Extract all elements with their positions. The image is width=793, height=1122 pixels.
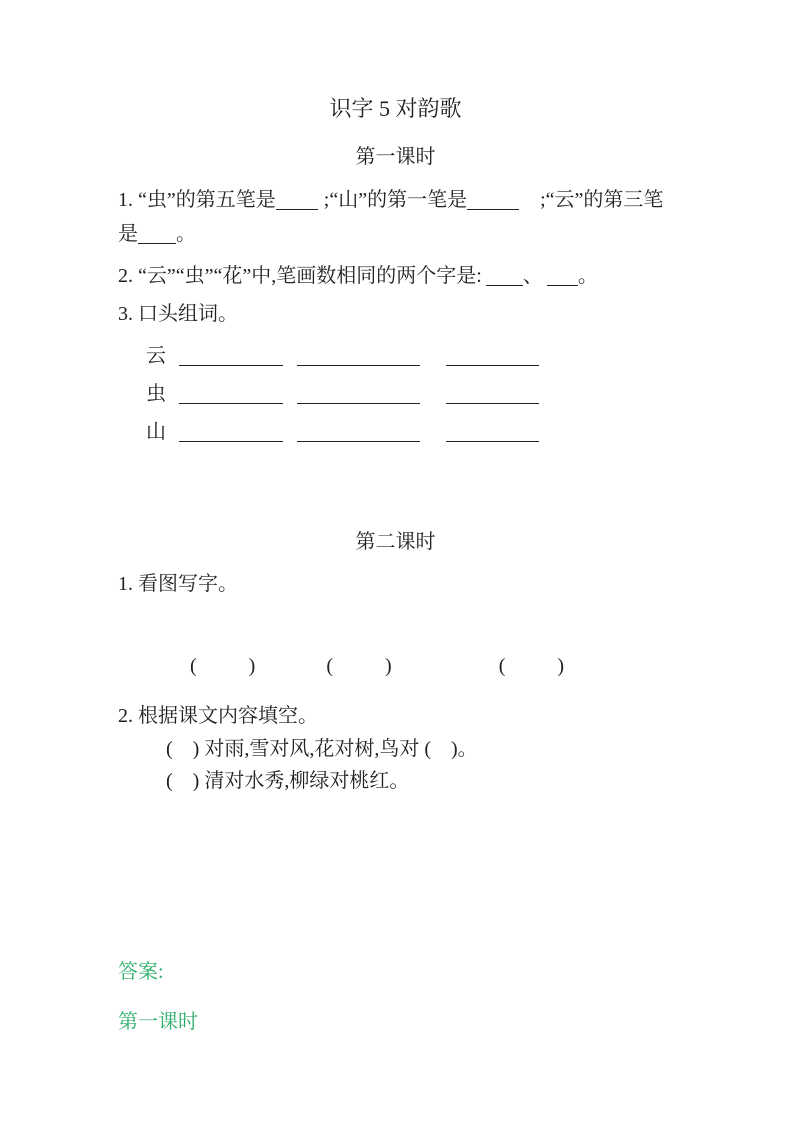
worksheet-title: 识字 5 对韵歌 <box>329 96 462 121</box>
question-1-text: 1. “虫”的第五笔是 <box>118 189 276 211</box>
blank-line <box>486 265 523 286</box>
blank-line <box>276 189 318 210</box>
answers-lesson1-heading: 第一课时 <box>118 1011 198 1033</box>
question-1-line-1 <box>118 183 673 217</box>
answers-label: 答案: <box>118 961 164 983</box>
question-1-line-2 <box>118 217 673 251</box>
question-2-text: 。 <box>577 265 598 287</box>
question-1-text: ;“云”的第三笔 <box>535 189 664 211</box>
word-row-chong <box>118 375 673 413</box>
blank-line <box>467 189 519 210</box>
question-2 <box>118 259 673 293</box>
paren-close: ) <box>385 655 392 677</box>
word-char: 山 <box>146 421 166 443</box>
paren-close: ) <box>557 655 565 677</box>
blank-line <box>138 223 176 244</box>
question-1-text: 。 <box>176 223 196 245</box>
paren-group <box>326 649 391 683</box>
blank-line <box>297 421 420 442</box>
word-char: 虫 <box>146 383 166 405</box>
blank-line <box>179 383 283 404</box>
lesson1-heading: 第一课时 <box>355 146 436 168</box>
word-row-shan <box>118 413 673 451</box>
lesson2-question-2-line-2: ( ) 清对水秀,柳绿对桃红。 <box>166 770 410 792</box>
question-2-text: 2. “云”“虫”“花”中,笔画数相同的两个字是: <box>118 265 482 287</box>
paren-open: ( <box>190 655 197 677</box>
paren-open: ( <box>498 655 506 677</box>
paren-close: ) <box>248 655 256 677</box>
blank-line <box>297 345 420 366</box>
lesson2-question-1: 1. 看图写字。 <box>118 573 238 595</box>
question-1 <box>118 183 673 251</box>
question-1-text: ;“山”的第一笔是 <box>323 189 468 211</box>
paren-group <box>190 649 255 683</box>
paren-open: ( <box>326 655 334 677</box>
lesson2-question-2-line-1: ( ) 对雨,雪对风,花对树,鸟对 ( )。 <box>166 738 478 760</box>
question-1-text: 是 <box>118 223 138 245</box>
question-2-text: 、 <box>522 265 543 287</box>
blank-line <box>547 265 578 286</box>
lesson2-question-2: 2. 根据课文内容填空。 <box>118 705 318 727</box>
word-row-yun <box>118 337 673 375</box>
question-3: 3. 口头组词。 <box>118 303 238 325</box>
blank-line <box>446 383 539 404</box>
lesson2-heading: 第二课时 <box>355 531 436 553</box>
blank-line <box>179 421 283 442</box>
blank-line <box>179 345 283 366</box>
paren-group <box>499 649 564 683</box>
blank-line <box>297 383 420 404</box>
word-char: 云 <box>146 345 166 367</box>
word-practice-rows <box>118 337 673 451</box>
blank-line <box>446 345 539 366</box>
answer-paren-row <box>118 649 673 683</box>
blank-line <box>446 421 539 442</box>
